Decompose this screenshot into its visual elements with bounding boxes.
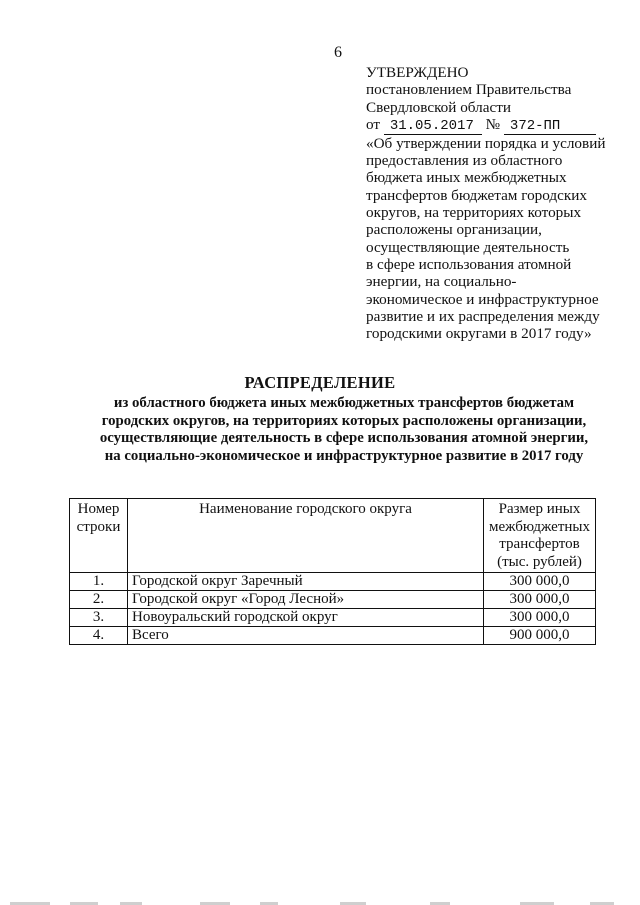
resolution-line: в сфере использования атомной: [366, 255, 572, 273]
header-line: (тыс. рублей): [497, 553, 582, 570]
subtitle-line: осуществляющие деятельность в сфере использования атомной энергии,: [99, 430, 589, 447]
row-number: 1.: [70, 573, 128, 591]
header-district-name: Наименование городского округа: [128, 499, 484, 573]
header-line: Номер: [77, 501, 120, 517]
resolution-line: предоставления из областного: [366, 152, 563, 170]
resolution-line: бюджета иных межбюджетных: [366, 169, 567, 187]
header-line: трансфертов: [499, 536, 580, 553]
transfer-amount: 900 000,0: [484, 627, 596, 645]
table-row: [70, 609, 596, 627]
approval-date-line: [366, 116, 638, 135]
document-title: РАСПРЕДЕЛЕНИЕ: [244, 373, 396, 392]
transfer-amount: 300 000,0: [484, 609, 596, 627]
header-amount: [484, 499, 596, 573]
approval-number: 372-ПП: [504, 119, 596, 135]
row-number: 2.: [70, 591, 128, 609]
resolution-line: экономическое и инфраструктурное: [366, 290, 599, 308]
transfer-amount: 300 000,0: [484, 591, 596, 609]
approval-heading: УТВЕРЖДЕНО: [366, 64, 469, 81]
header-line: Размер иных: [498, 501, 581, 517]
page-number: 6: [334, 44, 342, 61]
row-number: 3.: [70, 609, 128, 627]
approval-block: [366, 64, 638, 342]
document-subtitle: [84, 395, 604, 466]
subtitle-line: на социально-экономическое и инфраструктурное развитие в 2017 году: [104, 448, 584, 465]
distribution-table: [69, 498, 596, 645]
district-name: Городской округ Заречный: [128, 573, 484, 591]
date-prefix: от: [366, 115, 381, 133]
approval-date: 31.05.2017: [384, 119, 482, 135]
header-row-number: [70, 499, 128, 573]
header-line: межбюджетных: [488, 518, 590, 535]
district-name: Городской округ «Город Лесной»: [128, 591, 484, 609]
resolution-line: энергии, на социально-: [366, 273, 517, 291]
resolution-line: «Об утверждении порядка и условий: [366, 134, 606, 152]
district-name: Всего: [128, 627, 484, 645]
resolution-line: округов, на территориях которых: [366, 204, 582, 222]
approval-line-1: постановлением Правительства: [366, 81, 572, 99]
resolution-line: трансфертов бюджетам городских: [366, 186, 587, 204]
resolution-line: развитие и их распределения между: [366, 307, 600, 325]
resolution-line: расположены организации,: [366, 221, 542, 239]
resolution-line: городскими округами в 2017 году»: [366, 325, 592, 343]
row-number: 4.: [70, 627, 128, 645]
header-line: строки: [76, 518, 121, 535]
table-row: [70, 591, 596, 609]
approval-line-2: Свердловской области: [366, 98, 511, 116]
table-row: [70, 573, 596, 591]
subtitle-line: из областного бюджета иных межбюджетных трансфертов бюджетам: [113, 395, 575, 411]
transfer-amount: 300 000,0: [484, 573, 596, 591]
scan-edge-artifact: [0, 901, 640, 905]
table-row-total: [70, 627, 596, 645]
resolution-line: осуществляющие деятельность: [366, 238, 570, 256]
district-name: Новоуральский городской округ: [128, 609, 484, 627]
table-header-row: [70, 499, 596, 573]
subtitle-line: городских округов, на территориях которых расположены организации,: [101, 412, 587, 429]
number-prefix: №: [485, 115, 501, 133]
